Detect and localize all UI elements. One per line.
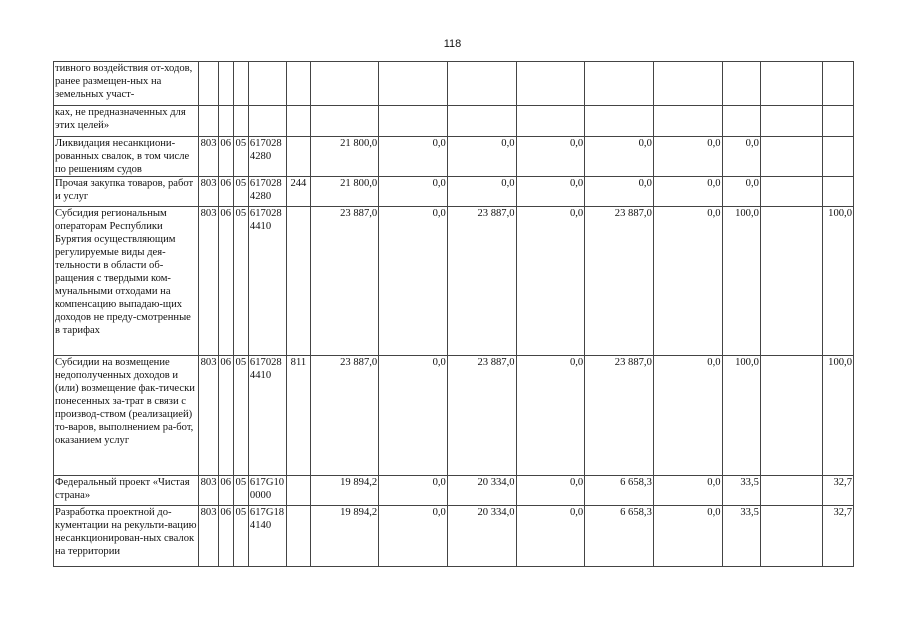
cell-value-8 [822,106,853,137]
cell-value-2 [379,62,448,106]
cell-value-3 [447,62,516,106]
cell-gr: 803 [199,177,218,207]
cell-csr: 617G100000 [248,476,286,506]
cell-value-7: 33,5 [722,476,760,506]
cell-csr [248,106,286,137]
table-row [54,62,854,106]
cell-pr: 05 [233,177,248,207]
cell-value-7: 33,5 [722,506,760,567]
cell-value-2: 0,0 [379,476,448,506]
cell-csr: 617G184140 [248,506,286,567]
cell-csr: 6170284410 [248,207,286,356]
table-row [54,476,854,506]
cell-vr: 811 [287,356,310,476]
cell-value-2 [379,106,448,137]
cell-value-1: 21 800,0 [310,137,379,177]
cell-value-4: 0,0 [516,356,585,476]
cell-value-1: 21 800,0 [310,177,379,207]
cell-value-5: 23 887,0 [585,356,654,476]
cell-value-7: 0,0 [722,137,760,177]
cell-value-1: 23 887,0 [310,356,379,476]
budget-table [53,61,854,567]
cell-value-1: 19 894,2 [310,506,379,567]
cell-empty [760,62,822,106]
cell-csr: 6170284410 [248,356,286,476]
cell-value-4: 0,0 [516,137,585,177]
cell-empty [760,137,822,177]
cell-rz [218,62,233,106]
row-name: Ликвидация несанкциони-рованных свалок, в том числе по решениям судов [54,137,199,177]
cell-value-8 [822,177,853,207]
cell-value-4: 0,0 [516,177,585,207]
cell-value-4: 0,0 [516,207,585,356]
cell-empty [760,177,822,207]
cell-value-6: 0,0 [653,137,722,177]
cell-value-3: 0,0 [447,177,516,207]
cell-value-8: 100,0 [822,356,853,476]
cell-value-8: 32,7 [822,506,853,567]
cell-empty [760,207,822,356]
cell-value-5: 0,0 [585,177,654,207]
cell-pr: 05 [233,137,248,177]
table-row [54,207,854,356]
cell-value-7 [722,62,760,106]
cell-value-7 [722,106,760,137]
cell-value-5: 0,0 [585,137,654,177]
cell-value-8 [822,62,853,106]
cell-gr [199,106,218,137]
cell-value-8 [822,137,853,177]
cell-vr [287,137,310,177]
cell-pr: 05 [233,476,248,506]
table-row [54,506,854,567]
cell-pr [233,62,248,106]
cell-csr [248,62,286,106]
cell-value-3: 23 887,0 [447,207,516,356]
cell-empty [760,356,822,476]
cell-value-1 [310,106,379,137]
cell-value-2: 0,0 [379,177,448,207]
cell-value-4: 0,0 [516,476,585,506]
cell-pr: 05 [233,506,248,567]
cell-value-6 [653,62,722,106]
cell-value-7: 100,0 [722,207,760,356]
row-name: Разработка проектной до-кументации на рекульти-вацию несанкционирован-ных свалок на территории [54,506,199,567]
cell-value-8: 100,0 [822,207,853,356]
cell-value-4: 0,0 [516,506,585,567]
cell-value-6: 0,0 [653,356,722,476]
cell-vr [287,207,310,356]
cell-value-3: 23 887,0 [447,356,516,476]
cell-gr: 803 [199,356,218,476]
cell-empty [760,106,822,137]
cell-rz: 06 [218,207,233,356]
row-name: тивного воздействия от-ходов, ранее размещен-ных на земельных участ- [54,62,199,106]
cell-value-8: 32,7 [822,476,853,506]
cell-value-6: 0,0 [653,476,722,506]
cell-value-5 [585,106,654,137]
row-name: Федеральный проект «Чистая страна» [54,476,199,506]
cell-value-5: 6 658,3 [585,506,654,567]
cell-value-1 [310,62,379,106]
row-name: ках, не предназначенных для этих целей» [54,106,199,137]
row-name: Субсидии на возмещение недополученных доходов и (или) возмещение фак-тически понесенных за-трат в связи с производ-ством (реализацией) то-варов, выполнением ра-бот, оказанием услуг [54,356,199,476]
cell-value-6: 0,0 [653,506,722,567]
cell-gr: 803 [199,137,218,177]
cell-rz: 06 [218,356,233,476]
cell-rz [218,106,233,137]
cell-csr: 6170284280 [248,177,286,207]
cell-value-3 [447,106,516,137]
cell-value-5: 6 658,3 [585,476,654,506]
cell-vr [287,106,310,137]
cell-pr: 05 [233,356,248,476]
cell-rz: 06 [218,506,233,567]
cell-gr: 803 [199,506,218,567]
cell-rz: 06 [218,137,233,177]
cell-value-4 [516,106,585,137]
page-number: 118 [443,38,462,50]
cell-value-3: 20 334,0 [447,506,516,567]
cell-value-6: 0,0 [653,177,722,207]
cell-gr: 803 [199,207,218,356]
cell-value-1: 19 894,2 [310,476,379,506]
cell-gr [199,62,218,106]
cell-vr [287,506,310,567]
cell-value-2: 0,0 [379,207,448,356]
cell-csr: 6170284280 [248,137,286,177]
cell-value-2: 0,0 [379,137,448,177]
cell-empty [760,506,822,567]
cell-value-6: 0,0 [653,207,722,356]
table-row [54,356,854,476]
cell-vr [287,62,310,106]
table-row [54,137,854,177]
cell-rz: 06 [218,177,233,207]
cell-value-7: 0,0 [722,177,760,207]
row-name: Субсидия региональным операторам Республики Бурятия осуществляющим регулируемые виды дея-тельности в области об-ращения с твердыми ком-мунальными отходами на компенсацию выпадаю-щих доходов не преду-смотренные в тарифах [54,207,199,356]
cell-value-1: 23 887,0 [310,207,379,356]
cell-pr [233,106,248,137]
cell-value-7: 100,0 [722,356,760,476]
cell-empty [760,476,822,506]
row-name: Прочая закупка товаров, работ и услуг [54,177,199,207]
table-row [54,106,854,137]
cell-value-2: 0,0 [379,356,448,476]
cell-value-2: 0,0 [379,506,448,567]
cell-pr: 05 [233,207,248,356]
cell-vr [287,476,310,506]
cell-gr: 803 [199,476,218,506]
cell-value-5 [585,62,654,106]
table-row [54,177,854,207]
cell-value-3: 0,0 [447,137,516,177]
cell-value-6 [653,106,722,137]
cell-rz: 06 [218,476,233,506]
cell-value-5: 23 887,0 [585,207,654,356]
cell-vr: 244 [287,177,310,207]
cell-value-3: 20 334,0 [447,476,516,506]
cell-value-4 [516,62,585,106]
